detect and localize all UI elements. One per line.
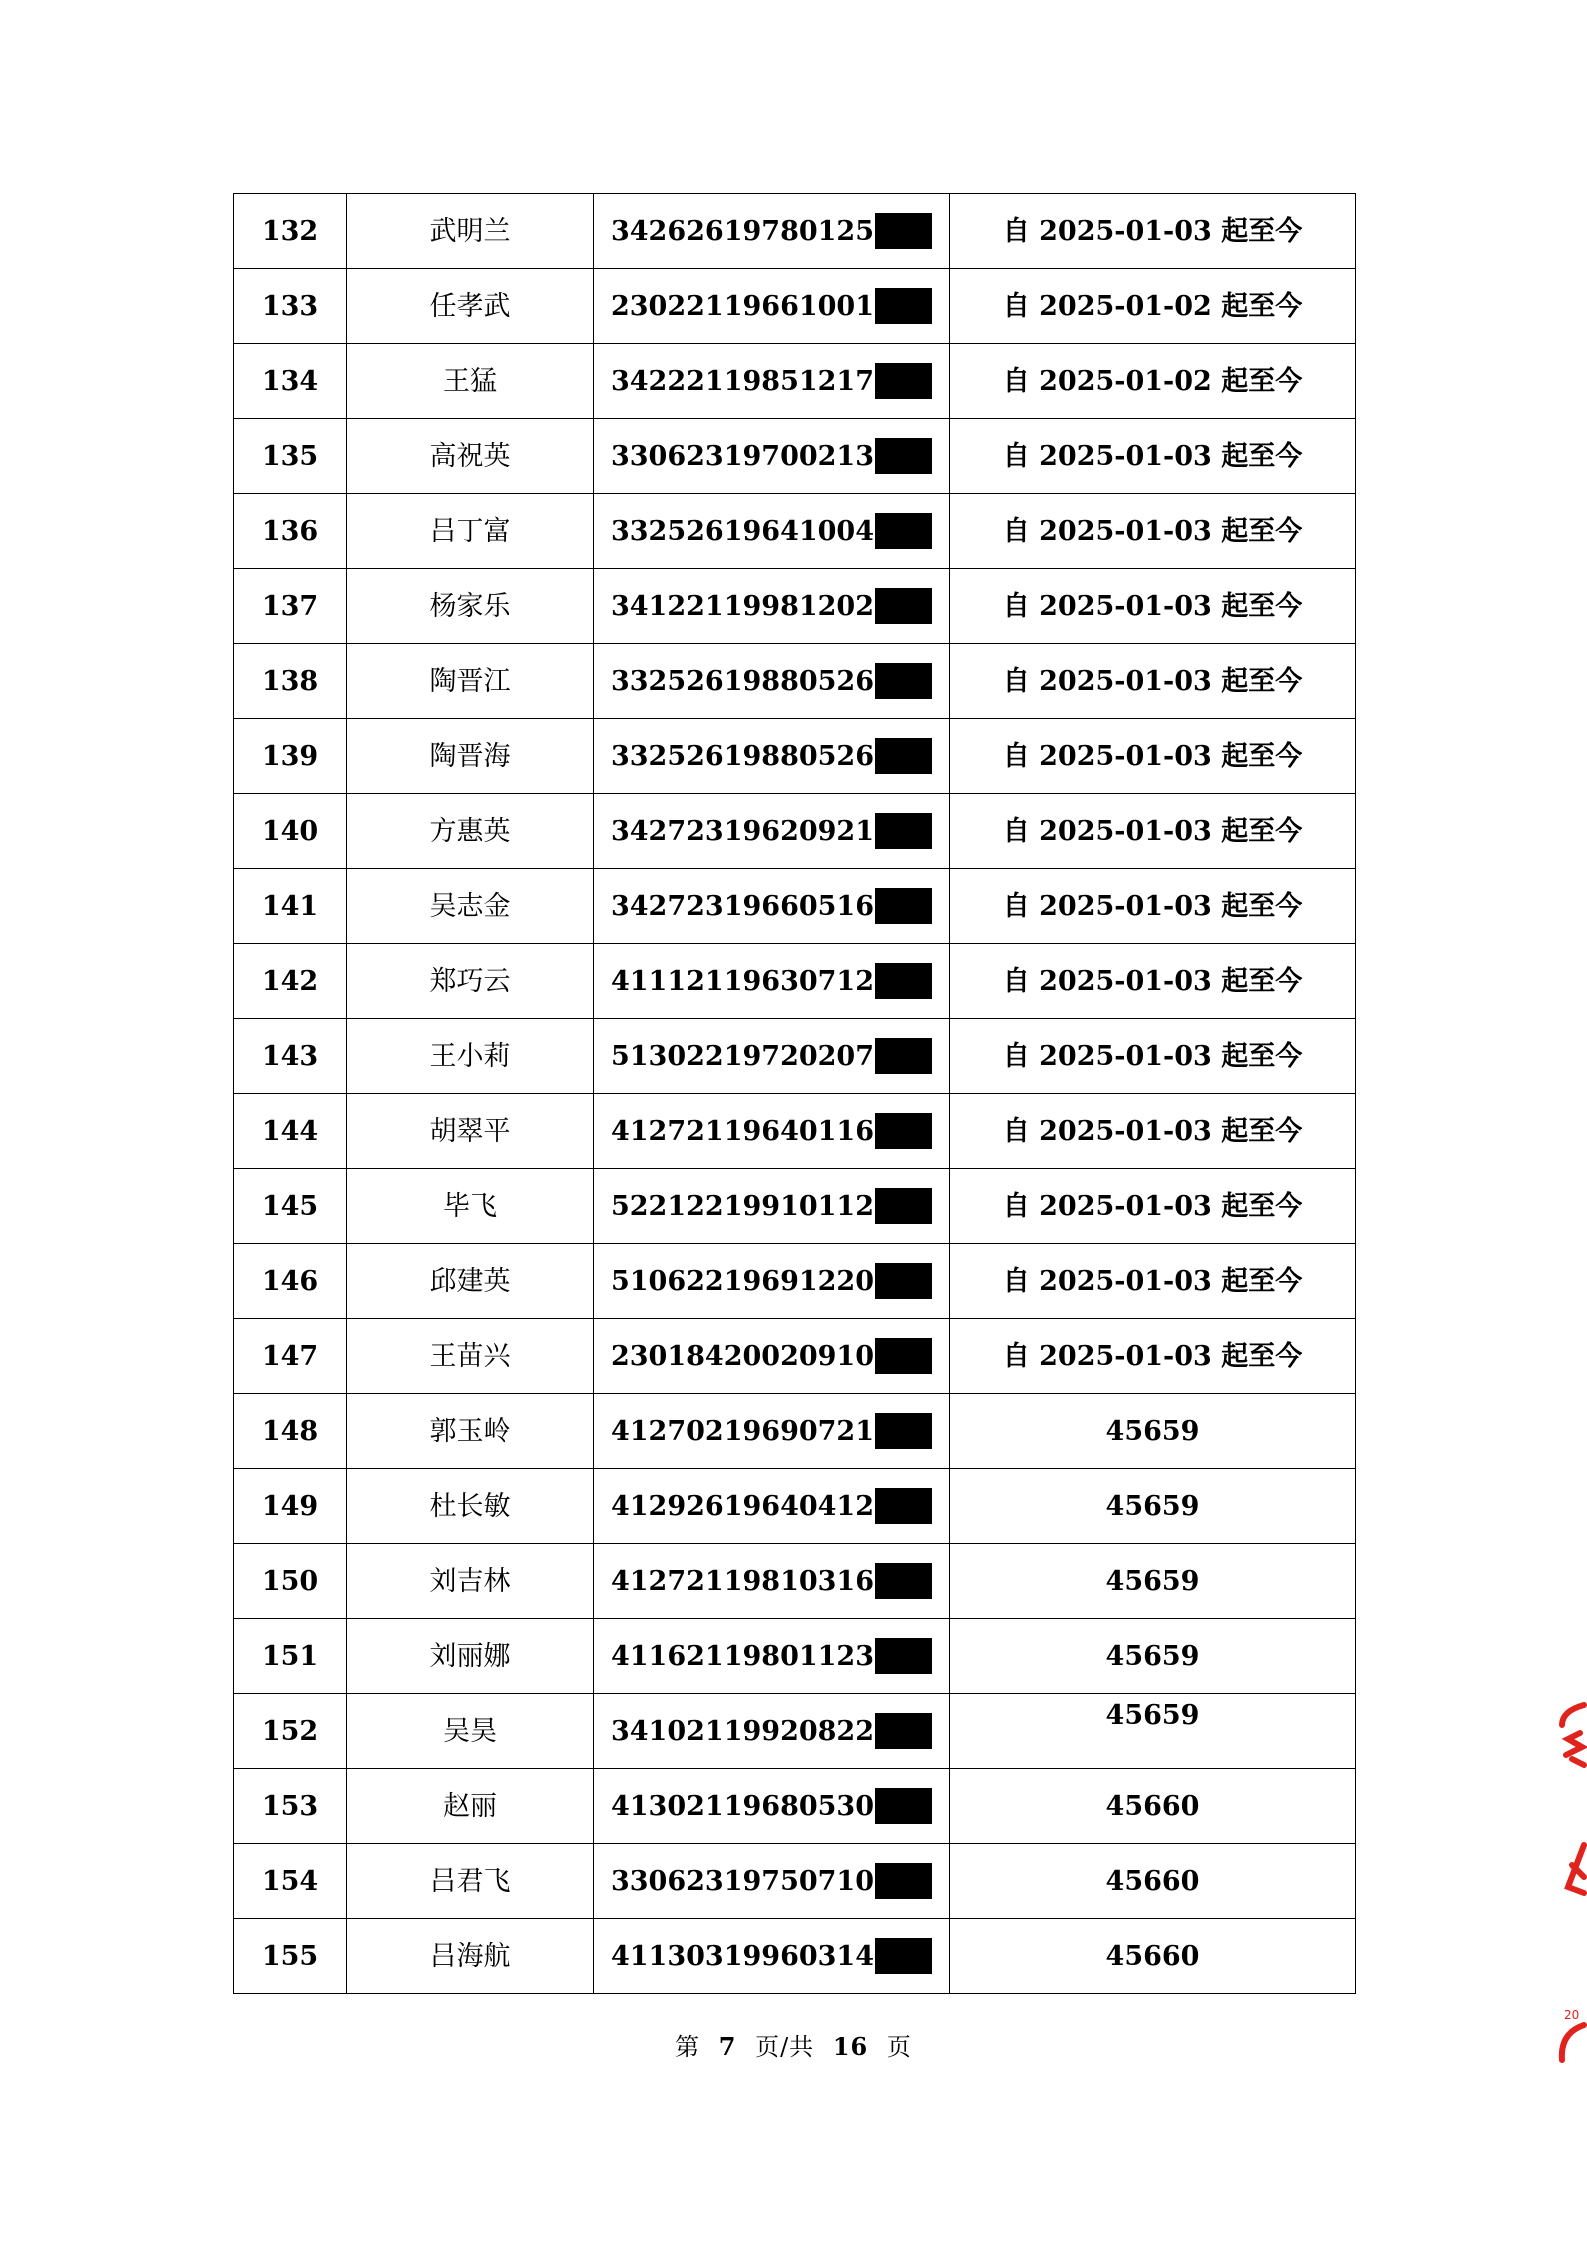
row-number-cell: 147 [234,1319,347,1394]
official-seal-stamp [1554,1695,1587,2065]
current-page-number: 7 [718,2032,737,2061]
date-cell: 自 2025-01-03 起至今 [950,719,1356,794]
row-number-cell: 143 [234,1019,347,1094]
name-cell: 吕君飞 [347,1844,594,1919]
date-cell: 自 2025-01-03 起至今 [950,1319,1356,1394]
id-number-cell [594,944,950,1019]
redaction-box [875,888,932,924]
id-number-cell [594,1244,950,1319]
id-number-text: 23022119661001 [610,290,874,322]
id-number-text: 23018420020910 [610,1340,874,1372]
redaction-box [875,663,932,699]
date-cell: 45660 [950,1844,1356,1919]
table-row [234,1169,1356,1244]
footer-suffix: 页 [886,2033,912,2061]
date-cell: 45659 [950,1619,1356,1694]
total-pages-number: 16 [832,2032,869,2061]
date-cell: 45659 [950,1544,1356,1619]
id-number-text: 34222119851217 [610,365,874,397]
date-cell: 自 2025-01-03 起至今 [950,1244,1356,1319]
date-cell: 自 2025-01-03 起至今 [950,944,1356,1019]
date-cell: 自 2025-01-03 起至今 [950,419,1356,494]
redaction-box [875,1113,932,1149]
row-number-cell: 135 [234,419,347,494]
row-number-cell: 153 [234,1769,347,1844]
row-number-cell: 151 [234,1619,347,1694]
table-row [234,1919,1356,1994]
seal-text: 20 [1564,2008,1580,2022]
row-number-cell: 133 [234,269,347,344]
table-row [234,194,1356,269]
id-number-text: 51302219720207 [610,1040,874,1072]
id-number-text: 34272319660516 [610,890,874,922]
date-cell: 自 2025-01-03 起至今 [950,794,1356,869]
table-row [234,1244,1356,1319]
row-number-cell: 138 [234,644,347,719]
table-row [234,1469,1356,1544]
redaction-box [875,513,932,549]
row-number-cell: 148 [234,1394,347,1469]
id-number-text: 41272119810316 [610,1565,874,1597]
table-row [234,1769,1356,1844]
row-number-cell: 150 [234,1544,347,1619]
id-number-cell [594,194,950,269]
date-cell: 45660 [950,1769,1356,1844]
row-number-cell: 139 [234,719,347,794]
row-number-cell: 145 [234,1169,347,1244]
id-number-text: 41270219690721 [610,1415,874,1447]
id-number-cell [594,1919,950,1994]
date-cell: 自 2025-01-03 起至今 [950,1169,1356,1244]
row-number-cell: 146 [234,1244,347,1319]
id-number-text: 34122119981202 [610,590,874,622]
table-row [234,1544,1356,1619]
row-number-cell: 155 [234,1919,347,1994]
id-number-text: 41162119801123 [610,1640,874,1672]
redaction-box [875,1338,932,1374]
name-cell: 杨家乐 [347,569,594,644]
id-number-cell [594,644,950,719]
table-row [234,1619,1356,1694]
row-number-cell: 140 [234,794,347,869]
name-cell: 刘吉林 [347,1544,594,1619]
date-cell: 自 2025-01-03 起至今 [950,869,1356,944]
name-cell: 郭玉岭 [347,1394,594,1469]
id-number-cell [594,1394,950,1469]
id-number-cell [594,794,950,869]
table-row [234,944,1356,1019]
id-number-text: 41292619640412 [610,1490,874,1522]
table-row [234,569,1356,644]
id-number-text: 51062219691220 [610,1265,874,1297]
row-number-cell: 141 [234,869,347,944]
id-number-cell [594,719,950,794]
roster-table [233,193,1355,1994]
name-cell: 吕丁富 [347,494,594,569]
id-number-cell [594,1469,950,1544]
redaction-box [875,1563,932,1599]
name-cell: 刘丽娜 [347,1619,594,1694]
table-row [234,1094,1356,1169]
name-cell: 任孝武 [347,269,594,344]
date-cell: 45660 [950,1919,1356,1994]
name-cell: 王猛 [347,344,594,419]
id-number-text: 33252619641004 [610,515,874,547]
name-cell: 武明兰 [347,194,594,269]
id-number-text: 34262619780125 [610,215,874,247]
redaction-box [875,1188,932,1224]
name-cell: 王小莉 [347,1019,594,1094]
redaction-box [875,1863,932,1899]
table-row [234,1019,1356,1094]
id-number-text: 33062319750710 [610,1865,874,1897]
id-number-text: 33062319700213 [610,440,874,472]
table-row [234,1394,1356,1469]
id-number-cell [594,494,950,569]
date-cell: 自 2025-01-03 起至今 [950,494,1356,569]
id-number-text: 34272319620921 [610,815,874,847]
name-cell: 赵丽 [347,1769,594,1844]
table-row [234,494,1356,569]
id-number-text: 41272119640116 [610,1115,874,1147]
id-number-text: 41112119630712 [610,965,874,997]
footer-middle: 页/共 [755,2033,815,2061]
row-number-cell: 132 [234,194,347,269]
id-number-cell [594,419,950,494]
id-number-text: 34102119920822 [610,1715,874,1747]
footer-prefix: 第 [675,2033,701,2061]
name-cell: 郑巧云 [347,944,594,1019]
redaction-box [875,1938,932,1974]
date-cell: 自 2025-01-03 起至今 [950,569,1356,644]
id-number-cell [594,569,950,644]
row-number-cell: 144 [234,1094,347,1169]
table-row [234,644,1356,719]
table-row [234,269,1356,344]
table-row [234,419,1356,494]
redaction-box [875,438,932,474]
id-number-cell [594,1694,950,1769]
redaction-box [875,738,932,774]
redaction-box [875,588,932,624]
redaction-box [875,813,932,849]
name-cell: 邱建英 [347,1244,594,1319]
redaction-box [875,1263,932,1299]
redaction-box [875,1638,932,1674]
id-number-text: 41302119680530 [610,1790,874,1822]
id-number-cell [594,1019,950,1094]
row-number-cell: 152 [234,1694,347,1769]
redaction-box [875,1713,932,1749]
name-cell: 陶晋江 [347,644,594,719]
page-footer [0,2027,1587,2062]
id-number-cell [594,1844,950,1919]
row-number-cell: 142 [234,944,347,1019]
table-row [234,869,1356,944]
name-cell: 吴昊 [347,1694,594,1769]
table-row [234,794,1356,869]
name-cell: 高祝英 [347,419,594,494]
seal-graphic [1554,1695,1587,2065]
id-number-cell [594,869,950,944]
id-number-cell [594,344,950,419]
table-row [234,719,1356,794]
id-number-text: 52212219910112 [610,1190,874,1222]
date-cell: 45659 [950,1694,1356,1769]
name-cell: 杜长敏 [347,1469,594,1544]
date-cell: 自 2025-01-03 起至今 [950,1019,1356,1094]
name-cell: 吴志金 [347,869,594,944]
redaction-box [875,213,932,249]
redaction-box [875,1038,932,1074]
row-number-cell: 154 [234,1844,347,1919]
row-number-cell: 149 [234,1469,347,1544]
id-number-cell [594,1619,950,1694]
name-cell: 陶晋海 [347,719,594,794]
row-number-cell: 137 [234,569,347,644]
name-cell: 吕海航 [347,1919,594,1994]
id-number-text: 41130319960314 [610,1940,874,1972]
id-number-cell [594,1769,950,1844]
name-cell: 毕飞 [347,1169,594,1244]
name-cell: 胡翠平 [347,1094,594,1169]
redaction-box [875,1488,932,1524]
date-cell: 自 2025-01-03 起至今 [950,1094,1356,1169]
redaction-box [875,1788,932,1824]
table-row [234,1694,1356,1769]
date-cell: 45659 [950,1469,1356,1544]
table-row [234,1319,1356,1394]
date-cell: 自 2025-01-03 起至今 [950,644,1356,719]
id-number-cell [594,1544,950,1619]
redaction-box [875,363,932,399]
date-cell: 自 2025-01-03 起至今 [950,194,1356,269]
table-body [234,194,1356,1994]
redaction-box [875,288,932,324]
id-number-cell [594,269,950,344]
table-row [234,1844,1356,1919]
row-number-cell: 136 [234,494,347,569]
id-number-text: 33252619880526 [610,665,874,697]
name-cell: 王苗兴 [347,1319,594,1394]
name-cell: 方惠英 [347,794,594,869]
id-number-cell [594,1169,950,1244]
date-cell: 自 2025-01-02 起至今 [950,269,1356,344]
id-number-cell [594,1094,950,1169]
date-cell: 自 2025-01-02 起至今 [950,344,1356,419]
row-number-cell: 134 [234,344,347,419]
redaction-box [875,1413,932,1449]
date-cell: 45659 [950,1394,1356,1469]
redaction-box [875,963,932,999]
id-number-cell [594,1319,950,1394]
id-number-text: 33252619880526 [610,740,874,772]
table-row [234,344,1356,419]
